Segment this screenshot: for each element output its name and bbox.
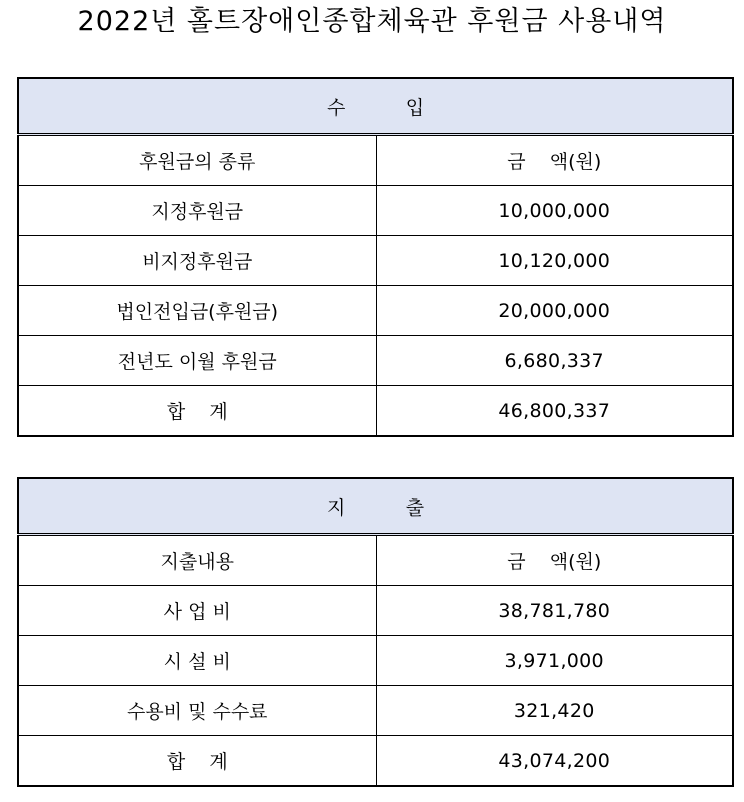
table-row — [18, 236, 733, 286]
expense-row-amount: 321,420 — [376, 686, 733, 736]
income-row-amount: 20,000,000 — [376, 286, 733, 336]
expense-amount-header: 금 액(원) — [376, 535, 733, 586]
income-row-label: 지정후원금 — [18, 186, 376, 236]
expense-total-row — [18, 736, 733, 787]
income-amount-header: 금 액(원) — [376, 135, 733, 186]
expense-category-header: 지출내용 — [18, 535, 376, 586]
income-row-label: 비지정후원금 — [18, 236, 376, 286]
income-category-header: 후원금의 종류 — [18, 135, 376, 186]
expense-row-amount: 3,971,000 — [376, 636, 733, 686]
table-row — [18, 286, 733, 336]
income-column-header — [18, 135, 733, 186]
income-row-label: 법인전입금(후원금) — [18, 286, 376, 336]
income-row-amount: 6,680,337 — [376, 336, 733, 386]
expense-column-header — [18, 535, 733, 586]
table-row — [18, 336, 733, 386]
expense-row-label: 사 업 비 — [18, 586, 376, 636]
expense-row-label: 시 설 비 — [18, 636, 376, 686]
expense-section-header — [18, 478, 733, 535]
expense-total-label: 합 계 — [18, 736, 376, 787]
income-total-label: 합 계 — [18, 386, 376, 437]
table-row — [18, 686, 733, 736]
table-row — [18, 636, 733, 686]
income-row-label: 전년도 이월 후원금 — [18, 336, 376, 386]
table-row — [18, 186, 733, 236]
income-section-header — [18, 78, 733, 135]
expense-row-amount: 38,781,780 — [376, 586, 733, 636]
table-row — [18, 586, 733, 636]
expense-total-amount: 43,074,200 — [376, 736, 733, 787]
expense-table — [17, 477, 734, 787]
income-total-amount: 46,800,337 — [376, 386, 733, 437]
income-total-row — [18, 386, 733, 437]
income-row-amount: 10,000,000 — [376, 186, 733, 236]
income-row-amount: 10,120,000 — [376, 236, 733, 286]
expense-row-label: 수용비 및 수수료 — [18, 686, 376, 736]
income-section-label: 수 입 — [18, 78, 733, 135]
income-table — [17, 77, 734, 437]
page-title: 2022년 홀트장애인종합체육관 후원금 사용내역 — [77, 6, 667, 37]
expense-section-label: 지 출 — [18, 478, 733, 535]
